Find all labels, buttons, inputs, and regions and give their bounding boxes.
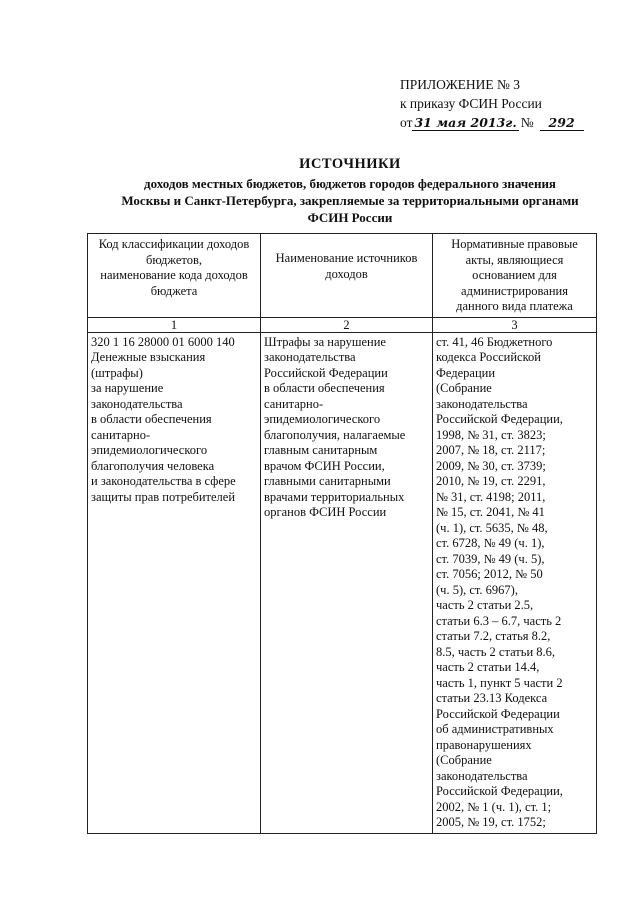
- document-heading: [90, 156, 610, 226]
- cell-line: (Собрание: [436, 753, 492, 767]
- cell-line: № 15, ст. 2041, № 41: [436, 505, 545, 519]
- cell-line: Федерации: [436, 365, 496, 380]
- cell-line: ст. 7039, № 49 (ч. 5),: [436, 551, 545, 566]
- cell-line: законодательства: [264, 350, 356, 364]
- cell-line: санитарно-: [264, 396, 324, 411]
- cell-line: (ч. 1), ст. 5635, № 48,: [436, 520, 548, 535]
- header-source-name: [261, 234, 433, 318]
- cell-line: в области обеспечения: [91, 412, 212, 426]
- header-code-classification: [88, 234, 261, 318]
- cell-line: правонарушениях: [436, 737, 532, 752]
- cell-line: статьи 6.3 – 6.7, часть 2: [436, 613, 562, 628]
- cell-line: эпидемиологического: [264, 412, 381, 426]
- column-number: 1: [88, 317, 261, 332]
- appendix-order-reference: к приказу ФСИН России: [400, 96, 542, 111]
- cell-line: Денежные взыскания: [91, 350, 206, 364]
- cell-line: часть 2 статьи 2.5,: [436, 598, 534, 612]
- cell-line: законодательства: [91, 396, 183, 411]
- cell-line: за нарушение: [91, 381, 164, 395]
- handwritten-date: 31 мая 2013г.: [414, 115, 517, 130]
- header-line: данного вида платежа: [456, 299, 573, 313]
- header-line: основанием для: [472, 268, 557, 282]
- heading-line: доходов местных бюджетов, бюджетов городов федерального значения: [144, 176, 556, 191]
- cell-line: ст. 7056; 2012, № 50: [436, 567, 543, 581]
- cell-line: статьи 7.2, статья 8.2,: [436, 629, 551, 643]
- cell-line: законодательства: [436, 768, 528, 783]
- header-line: бюджета: [150, 283, 198, 298]
- cell-line: санитарно-: [91, 427, 151, 442]
- cell-line: кодекса Российской: [436, 350, 541, 364]
- cell-line: 2007, № 18, ст. 2117;: [436, 443, 546, 457]
- cell-line: главным санитарным: [264, 443, 378, 457]
- cell-line: врачами территориальных: [264, 489, 405, 504]
- cell-line: законодательства: [436, 396, 528, 411]
- heading-line: ФСИН России: [307, 210, 393, 225]
- appendix-header: [400, 75, 620, 132]
- cell-line: ст. 6728, № 49 (ч. 1),: [436, 536, 545, 550]
- cell-line: 2010, № 19, ст. 2291,: [436, 474, 546, 488]
- cell-line: защиты прав потребителей: [91, 489, 236, 504]
- cell-line: 2005, № 19, ст. 1752;: [436, 815, 546, 829]
- cell-code-and-name: [88, 332, 261, 833]
- cell-line: органов ФСИН России: [264, 505, 387, 519]
- cell-line: Российской Федерации,: [436, 412, 563, 426]
- heading-line: Москвы и Санкт-Петербурга, закрепляемые за территориальными органами: [121, 193, 579, 208]
- cell-line: об административных: [436, 722, 554, 736]
- sources-table: [87, 233, 597, 834]
- cell-line: статьи 23.13 Кодекса: [436, 691, 548, 705]
- header-line: Нормативные правовые: [451, 237, 578, 251]
- cell-line: 2002, № 1 (ч. 1), ст. 1;: [436, 799, 552, 814]
- cell-line: врачом ФСИН России,: [264, 458, 385, 473]
- cell-line: (штрафы): [91, 365, 143, 380]
- header-line: Наименование источников: [275, 251, 418, 265]
- header-line: администрирования: [461, 283, 568, 298]
- appendix-title: ПРИЛОЖЕНИЕ № 3: [400, 77, 521, 92]
- cell-line: часть 1, пункт 5 части 2: [436, 675, 563, 690]
- cell-line: в области обеспечения: [264, 381, 385, 395]
- cell-line: № 31, ст. 4198; 2011,: [436, 489, 546, 504]
- cell-line: благополучия, налагаемые: [264, 427, 406, 442]
- header-line: доходов: [325, 266, 368, 281]
- cell-line: Российской Федерации: [436, 706, 560, 721]
- cell-line: 8.5, часть 2 статьи 8.6,: [436, 644, 556, 659]
- cell-line: эпидемиологического: [91, 443, 208, 457]
- order-date-number-line: [400, 113, 620, 132]
- cell-line: (Собрание: [436, 381, 492, 395]
- header-line: наименование кода доходов: [100, 268, 248, 282]
- cell-line: (ч. 5), ст. 6967),: [436, 582, 518, 597]
- cell-source-name: [261, 332, 433, 833]
- table-header-row: [88, 234, 597, 318]
- column-number-row: [88, 317, 597, 332]
- date-prefix: от: [400, 115, 413, 130]
- header-line: акты, являющиеся: [465, 252, 564, 267]
- column-number: 2: [261, 317, 433, 332]
- cell-legal-acts: [433, 332, 597, 833]
- cell-line: ст. 41, 46 Бюджетного: [436, 334, 553, 349]
- cell-line: часть 2 статьи 14.4,: [436, 660, 540, 674]
- cell-line: и законодательства в сфере: [91, 474, 236, 488]
- header-line: Код классификации доходов: [98, 237, 250, 251]
- cell-line: Российской Федерации: [264, 365, 388, 380]
- cell-line: Штрафы за нарушение: [264, 334, 386, 349]
- handwritten-number: 292: [540, 115, 584, 131]
- header-line: бюджетов,: [145, 252, 203, 267]
- column-number: 3: [433, 317, 597, 332]
- cell-line: 320 1 16 28000 01 6000 140: [91, 334, 235, 349]
- cell-line: 2009, № 30, ст. 3739;: [436, 458, 546, 473]
- cell-line: 1998, № 31, ст. 3823;: [436, 427, 546, 442]
- number-prefix: №: [520, 115, 534, 130]
- cell-line: благополучия человека: [91, 458, 215, 473]
- document-title: ИСТОЧНИКИ: [299, 156, 401, 172]
- header-legal-acts: [433, 234, 597, 318]
- cell-line: главными санитарными: [264, 474, 391, 488]
- cell-line: Российской Федерации,: [436, 784, 563, 798]
- table-row: [88, 332, 597, 833]
